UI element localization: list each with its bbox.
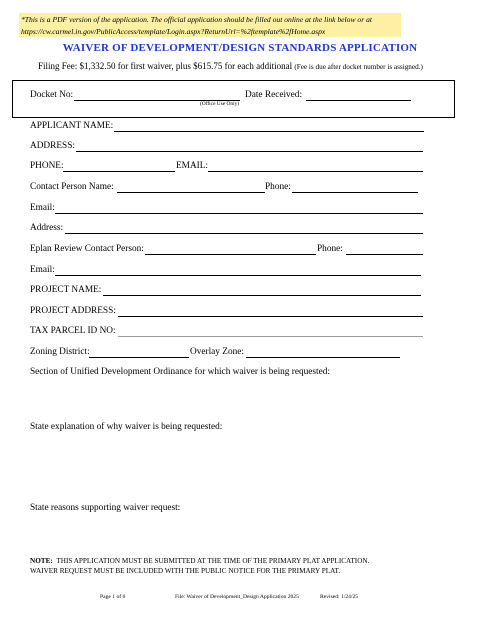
tax-parcel-label: TAX PARCEL ID NO: xyxy=(30,326,116,336)
pdf-notice-link[interactable]: https://cw.carmel.in.gov/PublicAccess/template/Login.aspx?ReturnUrl=%2ftemplate%2fHome.aspx xyxy=(21,26,326,36)
applicant-name-field[interactable] xyxy=(114,131,424,132)
phone-field[interactable] xyxy=(63,171,175,172)
filing-fee-note: (Fee is due after docket number is assigned.) xyxy=(294,63,423,71)
explanation-label: State explanation of why waiver is being requested: xyxy=(30,422,223,432)
contact-phone-field[interactable] xyxy=(292,192,418,193)
date-received-label: Date Received: xyxy=(245,90,303,100)
note-line-2: WAIVER REQUEST MUST BE INCLUDED WITH THE PUBLIC NOTICE FOR THE PRIMARY PLAT. xyxy=(30,566,341,575)
project-name-label: PROJECT NAME: xyxy=(30,285,102,295)
reasons-answer-area[interactable] xyxy=(30,517,423,553)
tax-parcel-field[interactable] xyxy=(118,336,423,337)
contact-address-field[interactable] xyxy=(65,233,423,234)
file-name: File: Waiver of Development_Design Application 2025 xyxy=(175,594,299,600)
page-title: WAIVER OF DEVELOPMENT/DESIGN STANDARDS APPLICATION xyxy=(62,42,418,54)
reasons-label: State reasons supporting waiver request: xyxy=(30,503,181,513)
applicant-name-label: APPLICANT NAME: xyxy=(30,121,114,131)
submission-note xyxy=(30,557,369,576)
office-use-box xyxy=(12,80,455,118)
udo-section-label: Section of Unified Development Ordinance for which waiver is being requested: xyxy=(30,367,330,377)
pdf-notice xyxy=(19,13,401,37)
overlay-zone-field[interactable] xyxy=(246,357,400,358)
revised-date: Revised: 1/24/25 xyxy=(320,594,359,600)
filing-fee xyxy=(38,61,423,71)
explanation-answer-area[interactable] xyxy=(30,436,423,496)
email-field[interactable] xyxy=(208,171,423,172)
filing-fee-main: Filing Fee: $1,332.50 for first waiver, plus $615.75 for each additional xyxy=(38,61,293,71)
zoning-district-field[interactable] xyxy=(89,357,189,358)
eplan-contact-label: Eplan Review Contact Person: xyxy=(30,244,144,254)
address-field[interactable] xyxy=(76,151,423,152)
page-number: Page 1 of 6 xyxy=(100,594,126,600)
eplan-email-field[interactable] xyxy=(55,275,421,276)
eplan-email-label: Email: xyxy=(30,265,55,275)
overlay-zone-label: Overlay Zone: xyxy=(190,347,244,357)
docket-label: Docket No: xyxy=(30,90,74,100)
pdf-notice-line-1: *This is a PDF version of the application. The official application should be filled out online at the link below or at xyxy=(21,15,372,24)
note-label: NOTE: xyxy=(30,557,53,565)
udo-section-answer-area[interactable] xyxy=(30,380,423,416)
date-received-field[interactable] xyxy=(306,100,411,101)
contact-address-label: Address: xyxy=(30,223,64,233)
contact-person-field[interactable] xyxy=(117,192,265,193)
project-address-label: PROJECT ADDRESS: xyxy=(30,306,116,316)
phone-label: PHONE: xyxy=(30,161,64,171)
office-use-only-label: (Office Use Only) xyxy=(200,101,240,107)
note-line-1: THIS APPLICATION MUST BE SUBMITTED AT THE TIME OF THE PRIMARY PLAT APPLICATION. xyxy=(56,557,370,565)
project-name-field[interactable] xyxy=(103,295,421,296)
contact-email-label: Email: xyxy=(30,203,55,213)
project-address-field[interactable] xyxy=(118,316,423,317)
contact-person-label: Contact Person Name: xyxy=(30,182,114,192)
contact-email-field[interactable] xyxy=(55,213,423,214)
eplan-contact-field[interactable] xyxy=(145,254,316,255)
address-label: ADDRESS: xyxy=(30,141,75,151)
eplan-phone-field[interactable] xyxy=(346,254,423,255)
email-label: EMAIL: xyxy=(176,161,209,171)
eplan-phone-label: Phone: xyxy=(317,244,343,254)
contact-phone-label: Phone: xyxy=(265,182,291,192)
zoning-district-label: Zoning District: xyxy=(30,347,90,357)
